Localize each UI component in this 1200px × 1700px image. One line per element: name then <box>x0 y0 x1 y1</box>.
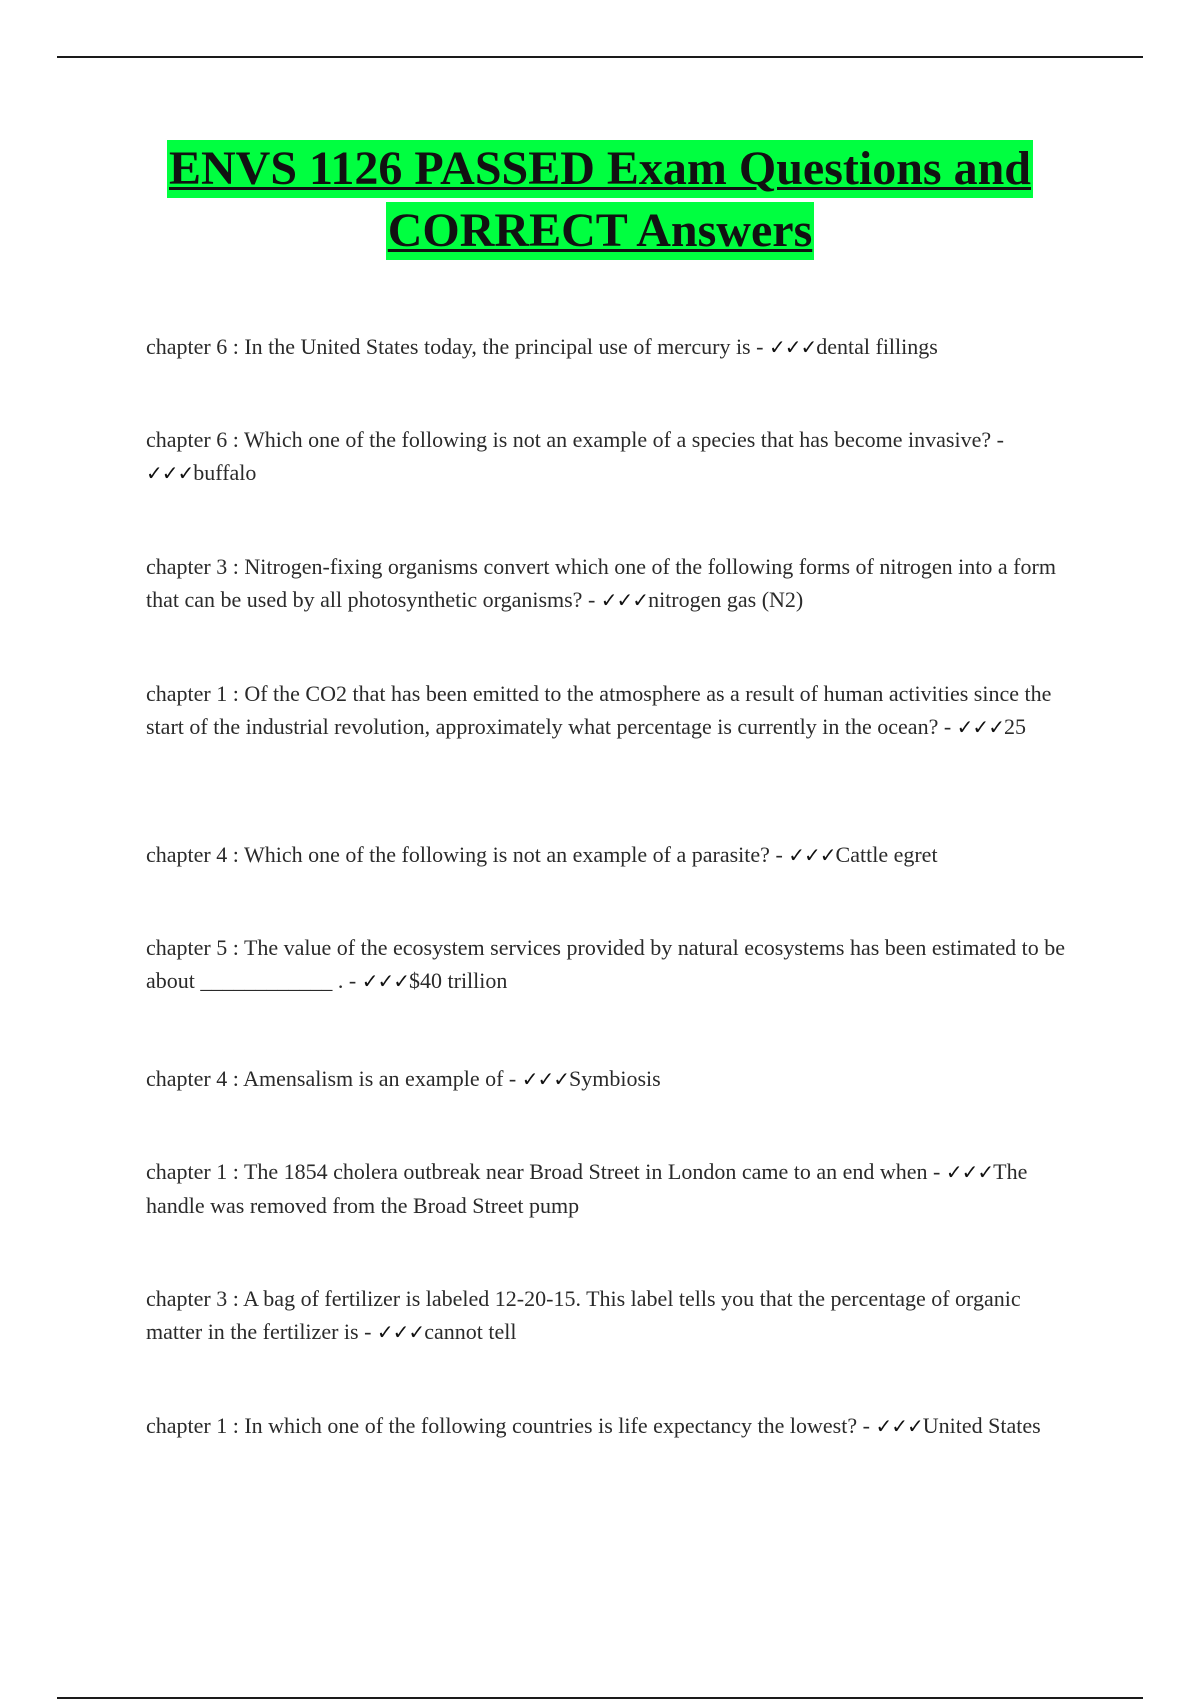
title-line-1: ENVS 1126 PASSED Exam Questions and <box>167 140 1033 198</box>
answer-text: 25 <box>1003 714 1026 739</box>
question-text: chapter 6 : Which one of the following is not an example of a species that has become invasive? - <box>146 427 1004 452</box>
answer-text: buffalo <box>193 460 257 485</box>
question-text: chapter 4 : Amensalism is an example of - <box>146 1066 522 1091</box>
answer-text: $40 trillion <box>409 968 508 993</box>
answer-text: The handle was removed from the Broad Street pump <box>146 1159 1028 1218</box>
qa-item <box>146 550 1066 617</box>
checkmark-icon: ✓✓✓ <box>146 461 194 485</box>
answer-text: dental fillings <box>816 334 938 359</box>
checkmark-icon: ✓✓✓ <box>768 335 817 359</box>
qa-item <box>146 1062 1066 1096</box>
question-text: chapter 1 : The 1854 cholera outbreak near Broad Street in London came to an end when - <box>146 1159 946 1184</box>
qa-item <box>146 677 1066 744</box>
document-title <box>0 140 1200 264</box>
qa-item <box>146 1282 1066 1349</box>
answer-text: United States <box>922 1413 1041 1438</box>
qa-item <box>146 1409 1066 1443</box>
checkmark-icon: ✓✓✓ <box>600 588 649 612</box>
bottom-rule <box>57 1697 1143 1699</box>
qa-item <box>146 838 1066 872</box>
checkmark-icon: ✓✓✓ <box>945 1160 994 1184</box>
checkmark-icon: ✓✓✓ <box>376 1320 425 1344</box>
question-text: chapter 6 : In the United States today, the principal use of mercury is - <box>146 334 769 359</box>
checkmark-icon: ✓✓✓ <box>361 969 409 993</box>
checkmark-icon: ✓✓✓ <box>788 843 836 867</box>
checkmark-icon: ✓✓✓ <box>521 1067 570 1091</box>
title-line-2: CORRECT Answers <box>386 202 815 260</box>
question-text: chapter 1 : In which one of the following countries is life expectancy the lowest? - <box>146 1413 876 1438</box>
question-tail: . - <box>332 968 362 993</box>
answer-text: Symbiosis <box>569 1066 661 1091</box>
top-rule <box>57 56 1143 58</box>
answer-text: nitrogen gas (N2) <box>648 587 804 612</box>
answer-blank: ____________ <box>200 968 333 993</box>
question-text: chapter 3 : Nitrogen-fixing organisms convert which one of the following forms of nitrogen into a form that can be used by all photosynthetic organisms? - <box>146 554 1056 612</box>
checkmark-icon: ✓✓✓ <box>956 715 1004 739</box>
question-text: chapter 5 : The value of the ecosystem services provided by natural ecosystems has been estimated to be about <box>146 935 1066 993</box>
qa-item <box>146 330 1066 364</box>
qa-item <box>146 1155 1066 1222</box>
checkmark-icon: ✓✓✓ <box>875 1414 923 1438</box>
question-text: chapter 1 : Of the CO2 that has been emitted to the atmosphere as a result of human activities since the start of the industrial revolution, approximately what percentage is currently in the ocean? - <box>146 681 1052 739</box>
qa-item <box>146 423 1066 490</box>
question-text: chapter 4 : Which one of the following is not an example of a parasite? - <box>146 842 789 867</box>
qa-item <box>146 931 1066 998</box>
answer-text: Cattle egret <box>835 842 938 867</box>
question-text: chapter 3 : A bag of fertilizer is labeled 12-20-15. This label tells you that the percentage of organic matter in the fertilizer is - <box>146 1286 1021 1344</box>
answer-text: cannot tell <box>424 1319 517 1344</box>
